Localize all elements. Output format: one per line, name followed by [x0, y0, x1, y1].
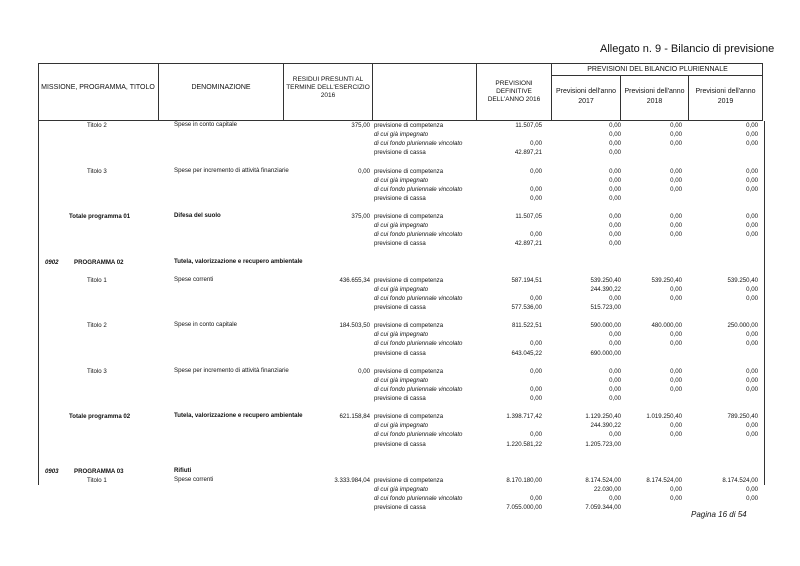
voce-label: previsione di cassa	[374, 440, 426, 448]
previsione-2017-value: 0,00	[609, 367, 621, 375]
table-row	[39, 330, 764, 339]
denominazione: Tutela, valorizzazione e recupero ambientale	[174, 412, 303, 420]
voce-label: di cui fondo pluriennale vincolato	[374, 431, 463, 439]
previsione-2017-value: 0,00	[609, 431, 621, 439]
previsione-2017-value: 0,00	[609, 331, 621, 339]
header-missione: MISSIONE, PROGRAMMA, TITOLO	[41, 84, 155, 91]
previsione-definitiva-value: 587.194,51	[511, 276, 542, 284]
voce-label: previsione di cassa	[374, 395, 426, 402]
table-row	[39, 321, 764, 330]
table-row	[39, 494, 764, 503]
previsione-2017-value: 590.000,00	[590, 322, 621, 330]
voce-label: di cui già impegnato	[374, 376, 429, 384]
table-body	[38, 121, 765, 512]
previsione-2019-value: 0,00	[746, 185, 758, 193]
voce-label: di cui fondo pluriennale vincolato	[374, 385, 463, 393]
previsione-definitiva-value: 42.897,21	[514, 240, 542, 248]
previsione-2017-value: 0,00	[609, 395, 621, 402]
header-2018: Previsioni dell'anno 2018	[624, 88, 685, 105]
table-row	[39, 148, 764, 157]
table-header	[38, 63, 763, 121]
previsione-2018-value: 0,00	[670, 486, 682, 493]
titolo-label: Titolo 2	[87, 322, 107, 330]
previsione-2019-value: 0,00	[746, 486, 758, 493]
previsione-2018-value: 0,00	[670, 140, 682, 148]
residui-value: 0,00	[358, 167, 370, 175]
voce-label: di cui già impegnato	[374, 176, 429, 184]
previsione-2017-value: 0,00	[609, 240, 621, 248]
table-row	[39, 130, 764, 139]
previsione-2017-value: 0,00	[609, 140, 621, 148]
previsione-2017-value: 0,00	[609, 376, 621, 384]
previsione-definitiva-value: 0,00	[530, 367, 542, 375]
previsione-2018-value: 0,00	[670, 495, 682, 503]
table-row	[39, 349, 764, 358]
denominazione: Rifiuti	[174, 466, 192, 474]
previsione-2017-value: 0,00	[609, 176, 621, 184]
previsione-2017-value: 8.174.524,00	[585, 476, 621, 484]
previsione-2019-value: 250.000,00	[727, 322, 758, 330]
table-row	[39, 212, 764, 221]
previsione-2017-value: 7.059.344,00	[585, 504, 621, 512]
previsione-2017-value: 539.250,40	[590, 276, 621, 284]
programma-label: PROGRAMMA 02	[74, 258, 124, 266]
voce-label: di cui già impegnato	[374, 285, 429, 293]
previsione-2019-value: 0,00	[746, 140, 758, 148]
previsione-definitiva-value: 8.170.180,00	[506, 476, 542, 484]
voce-label: previsione di competenza	[374, 322, 444, 330]
previsione-definitiva-value: 42.897,21	[514, 149, 542, 157]
voce-label: previsione di cassa	[374, 504, 426, 512]
previsione-2019-value: 789.250,40	[727, 413, 758, 421]
previsione-2018-value: 480.000,00	[651, 322, 682, 330]
previsione-definitiva-value: 0,00	[530, 385, 542, 393]
table-row	[39, 176, 764, 185]
voce-label: di cui fondo pluriennale vincolato	[374, 495, 463, 503]
previsione-2018-value: 0,00	[670, 167, 682, 175]
previsione-definitiva-value: 1.220.581,22	[506, 440, 542, 448]
residui-value: 184.503,50	[339, 322, 370, 330]
previsione-2017-value: 0,00	[609, 222, 621, 230]
previsione-2017-value: 0,00	[609, 167, 621, 175]
table-row	[39, 385, 764, 394]
previsione-definitiva-value: 11.507,05	[515, 122, 542, 129]
table-row	[39, 467, 764, 476]
residui-value: 0,00	[358, 367, 370, 375]
previsione-2019-value: 0,00	[746, 294, 758, 302]
voce-label: di cui fondo pluriennale vincolato	[374, 140, 463, 148]
previsione-2018-value: 0,00	[670, 294, 682, 302]
previsione-2019-value: 0,00	[746, 285, 758, 293]
table-row	[39, 276, 764, 285]
previsione-2017-value: 0,00	[609, 231, 621, 239]
previsione-definitiva-value: 0,00	[530, 340, 542, 348]
previsione-2019-value: 8.174.524,00	[722, 476, 758, 484]
missione-code: 0902	[45, 258, 59, 266]
previsione-2017-value: 244.390,22	[590, 422, 621, 430]
table-row	[39, 167, 764, 176]
totale-label: Totale programma 01	[69, 213, 131, 220]
previsione-definitiva-value: 0,00	[530, 294, 542, 302]
previsione-2019-value: 0,00	[746, 367, 758, 375]
previsione-2019-value: 0,00	[746, 495, 758, 503]
previsione-2017-value: 1.205.723,00	[585, 440, 621, 448]
previsione-definitiva-value: 0,00	[530, 185, 542, 193]
voce-label: previsione di competenza	[374, 167, 444, 175]
table-row	[39, 230, 764, 239]
previsione-2019-value: 0,00	[746, 231, 758, 239]
titolo-label: Titolo 3	[87, 167, 107, 175]
table-row	[39, 194, 764, 203]
denominazione: Spese in conto capitale	[174, 121, 238, 128]
previsione-2019-value: 0,00	[746, 340, 758, 348]
residui-value: 621.158,84	[339, 413, 370, 421]
table-row	[39, 185, 764, 194]
previsione-definitiva-value: 643.045,22	[511, 349, 542, 357]
previsione-definitiva-value: 0,00	[530, 194, 542, 202]
previsione-2019-value: 0,00	[746, 131, 758, 139]
header-denominazione: DENOMINAZIONE	[191, 84, 251, 91]
previsione-2018-value: 0,00	[670, 422, 682, 430]
residui-value: 375,00	[351, 122, 370, 129]
previsione-2018-value: 0,00	[670, 331, 682, 339]
previsione-definitiva-value: 577.536,00	[511, 304, 542, 311]
previsione-2017-value: 1.129.250,40	[585, 413, 621, 421]
previsione-definitiva-value: 0,00	[530, 231, 542, 239]
voce-label: di cui fondo pluriennale vincolato	[374, 185, 463, 193]
table-row	[39, 503, 764, 512]
previsione-2019-value: 0,00	[746, 176, 758, 184]
voce-label: di cui già impegnato	[374, 131, 429, 139]
previsione-2019-value: 0,00	[746, 385, 758, 393]
table-row	[39, 285, 764, 294]
table-row	[39, 412, 764, 421]
denominazione: Spese in conto capitale	[174, 321, 238, 329]
voce-label: previsione di competenza	[374, 413, 444, 421]
previsione-2018-value: 0,00	[670, 285, 682, 293]
titolo-label: Titolo 1	[87, 276, 107, 284]
table-row	[39, 221, 764, 230]
header-previsioni-definitive: PREVISIONI DEFINITIVE DELL'ANNO 2016	[487, 80, 541, 103]
previsione-2018-value: 0,00	[670, 376, 682, 384]
voce-label: di cui già impegnato	[374, 422, 429, 430]
table-row	[39, 476, 764, 485]
voce-label: previsione di competenza	[374, 122, 444, 129]
residui-value: 436.655,34	[339, 276, 370, 284]
table-row	[39, 294, 764, 303]
table-row	[39, 239, 764, 248]
page-number: Pagina 16 di 54	[691, 510, 747, 519]
previsione-2018-value: 0,00	[670, 222, 682, 230]
table-row	[39, 121, 764, 130]
previsione-2017-value: 515.723,00	[590, 304, 621, 311]
previsione-2018-value: 0,00	[670, 231, 682, 239]
voce-label: previsione di competenza	[374, 276, 444, 284]
voce-label: previsione di cassa	[374, 349, 426, 357]
previsione-2019-value: 0,00	[746, 167, 758, 175]
table-row	[39, 339, 764, 348]
titolo-label: Titolo 1	[87, 476, 107, 484]
voce-label: previsione di cassa	[374, 304, 426, 311]
previsione-2017-value: 244.390,22	[590, 285, 621, 293]
previsione-2018-value: 0,00	[670, 431, 682, 439]
voce-label: di cui già impegnato	[374, 486, 429, 493]
table-row	[39, 394, 764, 403]
previsione-2018-value: 539.250,40	[651, 276, 682, 284]
denominazione: Spese correnti	[174, 275, 214, 283]
previsione-2017-value: 690.000,00	[590, 349, 621, 357]
previsione-2017-value: 0,00	[609, 149, 621, 157]
previsione-2019-value: 0,00	[746, 431, 758, 439]
previsione-definitiva-value: 0,00	[530, 167, 542, 175]
voce-label: di cui fondo pluriennale vincolato	[374, 294, 463, 302]
titolo-label: Titolo 3	[87, 367, 107, 375]
previsione-2019-value: 539.250,40	[727, 276, 758, 284]
table-row	[39, 139, 764, 148]
previsione-definitiva-value: 11.507,05	[515, 213, 542, 220]
voce-label: di cui fondo pluriennale vincolato	[374, 340, 463, 348]
residui-value: 375,00	[351, 213, 370, 220]
titolo-label: Titolo 2	[87, 122, 107, 129]
voce-label: previsione di competenza	[374, 213, 444, 220]
previsione-2017-value: 0,00	[609, 213, 621, 220]
table-row	[39, 376, 764, 385]
table-row	[39, 421, 764, 430]
previsione-2019-value: 0,00	[746, 222, 758, 230]
previsione-2018-value: 8.174.524,00	[646, 476, 682, 484]
header-2017: Previsioni dell'anno 2017	[555, 88, 617, 105]
table-row	[39, 258, 764, 267]
previsione-2019-value: 0,00	[746, 422, 758, 430]
voce-label: previsione di cassa	[374, 240, 426, 248]
previsione-2018-value: 0,00	[670, 385, 682, 393]
previsione-2019-value: 0,00	[746, 213, 758, 220]
previsione-2018-value: 0,00	[670, 213, 682, 220]
programma-label: PROGRAMMA 03	[74, 467, 124, 475]
voce-label: di cui fondo pluriennale vincolato	[374, 231, 463, 239]
previsione-definitiva-value: 811.522,51	[511, 322, 542, 330]
previsione-2018-value: 1.019.250,40	[646, 413, 682, 421]
denominazione: Tutela, valorizzazione e recupero ambientale	[174, 257, 303, 265]
voce-label: di cui già impegnato	[374, 222, 429, 230]
voce-label: di cui già impegnato	[374, 331, 429, 339]
previsione-2019-value: 0,00	[746, 331, 758, 339]
previsione-definitiva-value: 0,00	[530, 431, 542, 439]
table-row	[39, 440, 764, 449]
previsione-2017-value: 0,00	[609, 340, 621, 348]
voce-label: previsione di cassa	[374, 194, 426, 202]
previsione-2017-value: 0,00	[609, 294, 621, 302]
header-residui: RESIDUI PRESUNTI AL TERMINE DELL'ESERCIZIO 2016	[286, 76, 370, 99]
previsione-definitiva-value: 7.055.000,00	[506, 504, 542, 512]
missione-code: 0903	[45, 467, 59, 475]
previsione-2018-value: 0,00	[670, 122, 682, 129]
header-pluriennale: PREVISIONI DEL BILANCIO PLURIENNALE	[587, 66, 728, 73]
previsione-2017-value: 0,00	[609, 495, 621, 503]
previsione-definitiva-value: 1.398.717,42	[506, 413, 542, 421]
table-row	[39, 430, 764, 439]
denominazione: Spese per incremento di attività finanziarie	[174, 366, 289, 374]
table-row	[39, 303, 764, 312]
header-2019: Previsioni dell'anno 2019	[695, 88, 756, 105]
previsione-2017-value: 0,00	[609, 194, 621, 202]
previsione-2018-value: 0,00	[670, 176, 682, 184]
voce-label: previsione di competenza	[374, 476, 444, 484]
residui-value: 3.333.984,04	[334, 476, 370, 484]
previsione-2017-value: 0,00	[609, 385, 621, 393]
previsione-2018-value: 0,00	[670, 367, 682, 375]
previsione-definitiva-value: 0,00	[530, 140, 542, 148]
previsione-2019-value: 0,00	[746, 122, 758, 129]
previsione-2017-value: 0,00	[609, 122, 621, 129]
totale-label: Totale programma 02	[69, 413, 131, 421]
voce-label: previsione di competenza	[374, 367, 444, 375]
denominazione: Spese per incremento di attività finanziarie	[174, 166, 289, 174]
document-title: Allegato n. 9 - Bilancio di previsione	[600, 43, 775, 55]
previsione-definitiva-value: 0,00	[530, 395, 542, 402]
previsione-2017-value: 0,00	[609, 185, 621, 193]
previsione-2018-value: 0,00	[670, 185, 682, 193]
previsione-2019-value: 0,00	[746, 376, 758, 384]
previsione-definitiva-value: 0,00	[530, 495, 542, 503]
denominazione: Spese correnti	[174, 475, 214, 483]
previsione-2018-value: 0,00	[670, 340, 682, 348]
table-row	[39, 485, 764, 494]
voce-label: previsione di cassa	[374, 149, 426, 157]
table-row	[39, 367, 764, 376]
previsione-2017-value: 22.030,00	[593, 486, 621, 493]
denominazione: Difesa del suolo	[174, 212, 221, 219]
previsione-2018-value: 0,00	[670, 131, 682, 139]
previsione-2017-value: 0,00	[609, 131, 621, 139]
